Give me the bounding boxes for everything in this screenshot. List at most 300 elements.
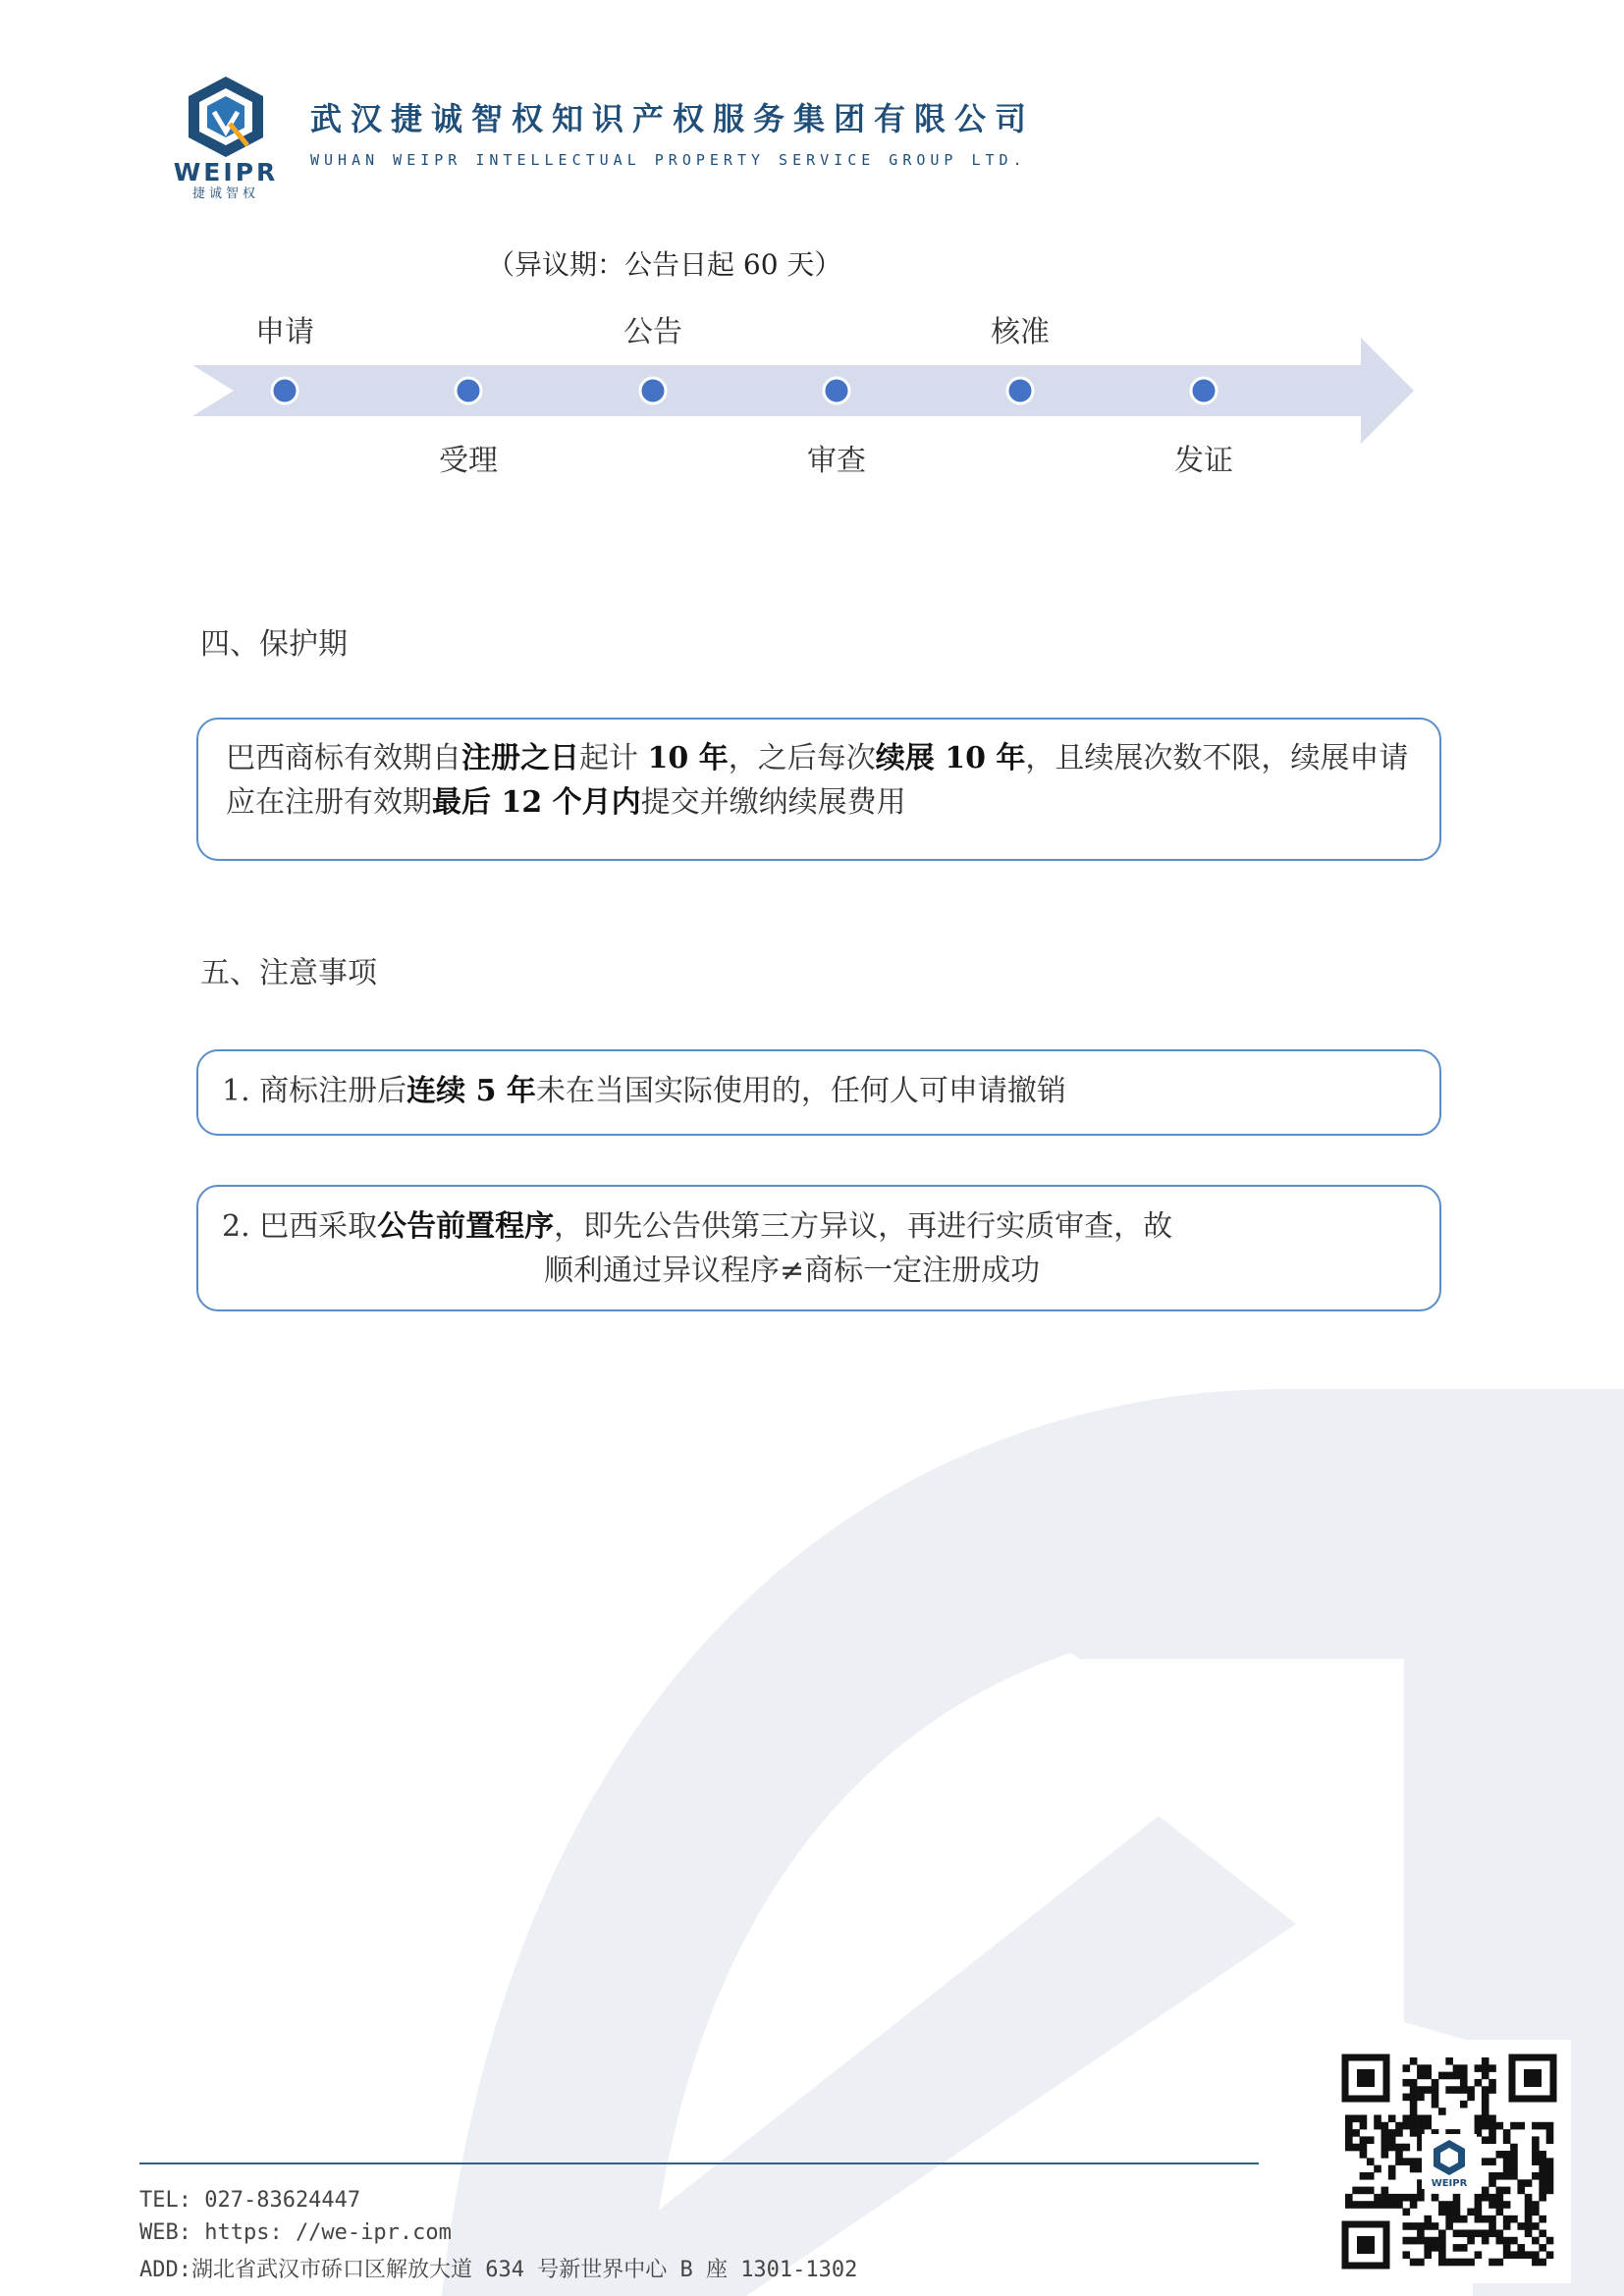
qr-module <box>1453 2086 1461 2094</box>
qr-module <box>1410 2201 1418 2209</box>
qr-module <box>1482 2194 1489 2202</box>
qr-module <box>1460 2072 1468 2080</box>
qr-module <box>1417 2122 1425 2130</box>
qr-module <box>1475 2201 1483 2209</box>
qr-module <box>1410 2094 1418 2102</box>
timeline-step-apply: 申请 <box>255 315 314 349</box>
text-segment: 未在当国实际使用的，任何人可申请撤销 <box>535 1074 1066 1108</box>
qr-module <box>1445 2222 1453 2230</box>
qr-module <box>1525 2251 1533 2259</box>
qr-module <box>1381 2187 1389 2195</box>
qr-module <box>1482 2122 1489 2130</box>
qr-module <box>1539 2179 1546 2187</box>
qr-module <box>1432 2194 1439 2202</box>
qr-module <box>1460 2244 1468 2252</box>
qr-module <box>1482 2187 1489 2195</box>
timeline-dot <box>1007 378 1033 403</box>
qr-module <box>1496 2194 1504 2202</box>
qr-module <box>1496 2122 1504 2130</box>
qr-module <box>1374 2114 1381 2122</box>
qr-module <box>1360 2172 1368 2180</box>
qr-module <box>1438 2108 1446 2115</box>
qr-module <box>1402 2209 1410 2216</box>
qr-logo-text: WEIPR <box>1431 2178 1468 2189</box>
qr-module <box>1489 2136 1496 2144</box>
qr-module <box>1532 2209 1540 2216</box>
qr-module <box>1482 2064 1489 2072</box>
qr-module <box>1546 2122 1554 2130</box>
qr-module <box>1525 2194 1533 2202</box>
qr-module <box>1539 2122 1546 2130</box>
footer-web[interactable]: WEB: https: //we-ipr.com <box>139 2220 452 2245</box>
qr-module <box>1424 2114 1432 2122</box>
qr-module <box>1532 2222 1540 2230</box>
timeline-step-approve: 核准 <box>991 315 1050 349</box>
qr-module <box>1417 2094 1425 2102</box>
qr-module <box>1438 2259 1446 2267</box>
qr-module <box>1345 2114 1353 2122</box>
qr-module <box>1539 2165 1546 2173</box>
bold-segment: 注册之日 <box>461 741 579 775</box>
qr-module <box>1525 2229 1533 2237</box>
section-heading-notes: 五、注意事项 <box>200 956 377 990</box>
qr-module <box>1482 2114 1489 2122</box>
qr-module <box>1432 2086 1439 2094</box>
qr-module <box>1395 2158 1403 2165</box>
qr-module <box>1532 2151 1540 2159</box>
qr-module <box>1460 2216 1468 2223</box>
qr-module <box>1453 2064 1461 2072</box>
qr-module <box>1467 2229 1475 2237</box>
qr-module <box>1345 2194 1353 2202</box>
qr-module <box>1438 2237 1446 2245</box>
qr-module <box>1532 2136 1540 2144</box>
qr-code <box>1327 2040 1571 2283</box>
qr-module <box>1482 2216 1489 2223</box>
qr-module <box>1417 2229 1425 2237</box>
qr-module <box>1482 2101 1489 2109</box>
qr-module <box>1381 2144 1389 2152</box>
qr-module <box>1417 2194 1425 2202</box>
qr-module <box>1367 2136 1375 2144</box>
section-heading-protection: 四、保护期 <box>200 627 348 662</box>
qr-module <box>1489 2079 1496 2087</box>
qr-module <box>1417 2064 1425 2072</box>
qr-module <box>1388 2172 1396 2180</box>
qr-module <box>1532 2122 1540 2130</box>
qr-module <box>1345 2136 1353 2144</box>
qr-module <box>1489 2114 1496 2122</box>
qr-module <box>1402 2251 1410 2259</box>
qr-module <box>1503 2187 1511 2195</box>
qr-module <box>1453 2194 1461 2202</box>
timeline-arrow <box>192 334 1420 452</box>
qr-module <box>1352 2187 1360 2195</box>
timeline-caption: （异议期：公告日起 60 天） <box>487 248 842 281</box>
note-item-1 <box>196 1049 1441 1136</box>
qr-module <box>1532 2172 1540 2180</box>
bold-segment: 10 年 <box>647 741 729 775</box>
qr-module <box>1445 2259 1453 2267</box>
qr-module <box>1517 2187 1525 2195</box>
qr-module <box>1539 2216 1546 2223</box>
qr-module <box>1445 2201 1453 2209</box>
qr-module <box>1517 2122 1525 2130</box>
qr-module <box>1503 2172 1511 2180</box>
qr-module <box>1410 2108 1418 2115</box>
qr-module <box>1388 2114 1396 2122</box>
qr-module <box>1367 2201 1375 2209</box>
qr-module <box>1546 2165 1554 2173</box>
qr-module <box>1489 2259 1496 2267</box>
timeline-dot <box>640 378 666 403</box>
timeline-step-accept: 受理 <box>439 444 498 478</box>
qr-module <box>1417 2114 1425 2122</box>
qr-module <box>1395 2151 1403 2159</box>
qr-module <box>1410 2122 1418 2130</box>
company-name-en: WUHAN WEIPR INTELLECTUAL PROPERTY SERVICE GROUP LTD. <box>310 151 1027 169</box>
bold-segment: 公告前置程序 <box>377 1209 555 1244</box>
qr-module <box>1424 2222 1432 2230</box>
company-name-cn: 武汉捷诚智权知识产权服务集团有限公司 <box>310 100 1036 137</box>
qr-module <box>1402 2222 1410 2230</box>
qr-module <box>1503 2151 1511 2159</box>
qr-module <box>1445 2057 1453 2065</box>
qr-module <box>1503 2129 1511 2137</box>
qr-module <box>1517 2244 1525 2252</box>
qr-module <box>1402 2094 1410 2102</box>
qr-module <box>1467 2086 1475 2094</box>
qr-module <box>1489 2229 1496 2237</box>
qr-module <box>1510 2251 1518 2259</box>
qr-module <box>1475 2079 1483 2087</box>
qr-module <box>1496 2259 1504 2267</box>
qr-module <box>1489 2201 1496 2209</box>
qr-module <box>1510 2158 1518 2165</box>
qr-module <box>1432 2094 1439 2102</box>
qr-module <box>1475 2216 1483 2223</box>
qr-module <box>1460 2079 1468 2087</box>
qr-module <box>1410 2086 1418 2094</box>
qr-module <box>1402 2158 1410 2165</box>
qr-module <box>1417 2237 1425 2245</box>
timeline-dot <box>456 378 481 403</box>
qr-module <box>1489 2216 1496 2223</box>
qr-module <box>1539 2229 1546 2237</box>
qr-module <box>1360 2114 1368 2122</box>
text-segment: 2. 巴西采取 <box>222 1209 378 1244</box>
qr-module <box>1402 2122 1410 2130</box>
qr-module <box>1489 2194 1496 2202</box>
text-segment: ，即先公告供第三方异议，再进行实质审查，故 <box>554 1209 1173 1244</box>
qr-module <box>1517 2222 1525 2230</box>
qr-module <box>1489 2172 1496 2180</box>
qr-module <box>1453 2259 1461 2267</box>
timeline-step-publish: 公告 <box>623 315 682 349</box>
qr-module <box>1510 2237 1518 2245</box>
qr-module <box>1395 2129 1403 2137</box>
qr-module <box>1388 2129 1396 2137</box>
qr-module <box>1360 2122 1368 2130</box>
qr-module <box>1402 2144 1410 2152</box>
qr-module <box>1503 2237 1511 2245</box>
qr-module <box>1496 2237 1504 2245</box>
qr-module <box>1374 2194 1381 2202</box>
qr-module <box>1374 2165 1381 2173</box>
qr-module <box>1489 2129 1496 2137</box>
qr-module <box>1496 2151 1504 2159</box>
qr-module <box>1453 2201 1461 2209</box>
qr-module <box>1402 2114 1410 2122</box>
qr-module <box>1539 2151 1546 2159</box>
qr-module <box>1510 2165 1518 2173</box>
qr-module <box>1410 2101 1418 2109</box>
qr-module <box>1395 2201 1403 2209</box>
qr-module <box>1503 2158 1511 2165</box>
qr-module <box>1546 2158 1554 2165</box>
qr-module <box>1546 2129 1554 2137</box>
qr-module <box>1475 2209 1483 2216</box>
qr-module <box>1360 2151 1368 2159</box>
bold-segment: 最后 12 个月内 <box>432 785 641 820</box>
qr-module <box>1532 2259 1540 2267</box>
qr-module <box>1438 2072 1446 2080</box>
qr-module <box>1546 2136 1554 2144</box>
qr-module <box>1381 2151 1389 2159</box>
qr-module <box>1360 2187 1368 2195</box>
qr-module <box>1453 2229 1461 2237</box>
qr-module <box>1402 2237 1410 2245</box>
qr-module <box>1410 2259 1418 2267</box>
qr-module <box>1381 2122 1389 2130</box>
qr-module <box>1510 2144 1518 2152</box>
bold-segment: 续展 10 年 <box>875 741 1026 775</box>
qr-module <box>1410 2057 1418 2065</box>
qr-module <box>1539 2158 1546 2165</box>
bold-segment: 连续 5 年 <box>406 1074 536 1108</box>
qr-module <box>1410 2158 1418 2165</box>
qr-module <box>1417 2259 1425 2267</box>
qr-module <box>1445 2209 1453 2216</box>
qr-module <box>1438 2209 1446 2216</box>
qr-module <box>1438 2244 1446 2252</box>
footer-address: ADD:湖北省武汉市硚口区解放大道 634 号新世界中心 B 座 1301-1302 <box>139 2258 858 2282</box>
qr-module <box>1503 2165 1511 2173</box>
text-segment: 提交并缴纳续展费用 <box>640 785 906 820</box>
qr-module <box>1475 2229 1483 2237</box>
qr-module <box>1489 2122 1496 2130</box>
qr-module <box>1532 2144 1540 2152</box>
qr-module <box>1395 2194 1403 2202</box>
qr-module <box>1482 2072 1489 2080</box>
logo-subtitle: 捷诚智权 <box>191 187 260 200</box>
qr-module <box>1496 2172 1504 2180</box>
qr-module <box>1460 2064 1468 2072</box>
qr-module <box>1503 2222 1511 2230</box>
qr-module <box>1374 2122 1381 2130</box>
qr-module <box>1532 2158 1540 2165</box>
qr-module <box>1460 2259 1468 2267</box>
timeline-step-examine: 审查 <box>807 444 866 478</box>
qr-module <box>1345 2144 1353 2152</box>
text-segment: ，之后每次 <box>728 741 876 775</box>
qr-module <box>1432 2101 1439 2109</box>
timeline-step-certify: 发证 <box>1174 444 1233 478</box>
qr-module <box>1467 2259 1475 2267</box>
qr-module <box>1432 2079 1439 2087</box>
qr-module <box>1460 2086 1468 2094</box>
qr-module <box>1482 2057 1489 2065</box>
qr-module <box>1475 2122 1483 2130</box>
qr-module <box>1402 2194 1410 2202</box>
qr-module <box>1367 2158 1375 2165</box>
qr-module <box>1445 2072 1453 2080</box>
qr-module <box>1432 2237 1439 2245</box>
qr-module <box>1475 2114 1483 2122</box>
qr-module <box>1546 2251 1554 2259</box>
qr-module <box>1475 2194 1483 2202</box>
qr-module <box>1489 2158 1496 2165</box>
qr-module <box>1432 2222 1439 2230</box>
qr-module <box>1410 2165 1418 2173</box>
qr-module <box>1475 2251 1483 2259</box>
qr-module <box>1510 2122 1518 2130</box>
qr-module <box>1417 2222 1425 2230</box>
qr-module <box>1352 2114 1360 2122</box>
qr-module <box>1424 2064 1432 2072</box>
qr-module <box>1482 2158 1489 2165</box>
qr-module <box>1539 2187 1546 2195</box>
qr-module <box>1395 2122 1403 2130</box>
qr-module <box>1453 2072 1461 2080</box>
qr-module <box>1352 2201 1360 2209</box>
qr-module <box>1345 2122 1353 2130</box>
timeline-dot <box>824 378 849 403</box>
qr-module <box>1417 2072 1425 2080</box>
qr-module <box>1410 2222 1418 2230</box>
text-segment: 1. 商标注册后 <box>222 1074 407 1108</box>
qr-module <box>1525 2201 1533 2209</box>
qr-module <box>1424 2216 1432 2223</box>
qr-module <box>1482 2229 1489 2237</box>
timeline-arrow-shape <box>192 338 1414 444</box>
qr-module <box>1360 2201 1368 2209</box>
qr-module <box>1352 2129 1360 2137</box>
qr-module <box>1467 2209 1475 2216</box>
qr-module <box>1496 2209 1504 2216</box>
text-segment: 起计 <box>579 741 648 775</box>
qr-module <box>1482 2108 1489 2115</box>
qr-module <box>1482 2086 1489 2094</box>
qr-module <box>1503 2244 1511 2252</box>
qr-module <box>1424 2244 1432 2252</box>
qr-module <box>1388 2194 1396 2202</box>
qr-module <box>1345 2201 1353 2209</box>
text-segment: 顺利通过异议程序≠商标一定注册成功 <box>544 1254 1041 1288</box>
qr-module <box>1503 2136 1511 2144</box>
qr-module <box>1517 2179 1525 2187</box>
qr-module <box>1539 2172 1546 2180</box>
qr-module <box>1388 2201 1396 2209</box>
footer-tel: TEL: 027-83624447 <box>139 2188 361 2213</box>
qr-module <box>1410 2194 1418 2202</box>
qr-module <box>1460 2101 1468 2109</box>
qr-module <box>1539 2259 1546 2267</box>
qr-module <box>1532 2201 1540 2209</box>
qr-module <box>1532 2237 1540 2245</box>
qr-module <box>1410 2129 1418 2137</box>
qr-module <box>1496 2187 1504 2195</box>
qr-module <box>1367 2187 1375 2195</box>
qr-module <box>1438 2201 1446 2209</box>
qr-module <box>1402 2064 1410 2072</box>
logo-wordmark: WEIPR <box>173 158 279 187</box>
text-segment: 巴西商标有效期自 <box>226 741 461 775</box>
note-item-2 <box>196 1185 1441 1311</box>
qr-module <box>1496 2229 1504 2237</box>
company-logo <box>157 73 295 200</box>
timeline-dot <box>272 378 298 403</box>
qr-module <box>1503 2216 1511 2223</box>
qr-module <box>1424 2251 1432 2259</box>
qr-module <box>1489 2086 1496 2094</box>
qr-module <box>1410 2079 1418 2087</box>
qr-module <box>1453 2216 1461 2223</box>
qr-module <box>1410 2237 1418 2245</box>
footer-divider <box>139 2163 1259 2164</box>
qr-module <box>1475 2064 1483 2072</box>
qr-module <box>1417 2086 1425 2094</box>
qr-module <box>1352 2144 1360 2152</box>
qr-module <box>1539 2244 1546 2252</box>
qr-module <box>1395 2144 1403 2152</box>
qr-module <box>1381 2201 1389 2209</box>
qr-module <box>1432 2244 1439 2252</box>
qr-module <box>1546 2237 1554 2245</box>
qr-module <box>1424 2122 1432 2130</box>
qr-module <box>1546 2172 1554 2180</box>
qr-module <box>1453 2209 1461 2216</box>
text-segment: ，且续展次数不限，续展申请应在注册有效期 <box>226 741 1409 820</box>
qr-module <box>1360 2136 1368 2144</box>
qr-module <box>1532 2251 1540 2259</box>
qr-module <box>1503 2251 1511 2259</box>
qr-module <box>1496 2201 1504 2209</box>
qr-module <box>1525 2209 1533 2216</box>
qr-module <box>1438 2251 1446 2259</box>
qr-module <box>1381 2136 1389 2144</box>
qr-module <box>1539 2194 1546 2202</box>
qr-module <box>1482 2136 1489 2144</box>
qr-module <box>1525 2222 1533 2230</box>
qr-module <box>1410 2114 1418 2122</box>
qr-module <box>1367 2172 1375 2180</box>
protection-period-box <box>196 718 1441 861</box>
qr-module <box>1503 2201 1511 2209</box>
qr-module <box>1445 2216 1453 2223</box>
qr-module <box>1525 2179 1533 2187</box>
qr-module <box>1388 2165 1396 2173</box>
qr-module <box>1360 2144 1368 2152</box>
qr-module <box>1345 2129 1353 2137</box>
qr-module <box>1445 2086 1453 2094</box>
qr-module <box>1402 2079 1410 2087</box>
qr-module <box>1489 2064 1496 2072</box>
timeline-dot <box>1191 378 1217 403</box>
qr-module <box>1489 2179 1496 2187</box>
qr-module <box>1438 2229 1446 2237</box>
qr-module <box>1381 2194 1389 2202</box>
